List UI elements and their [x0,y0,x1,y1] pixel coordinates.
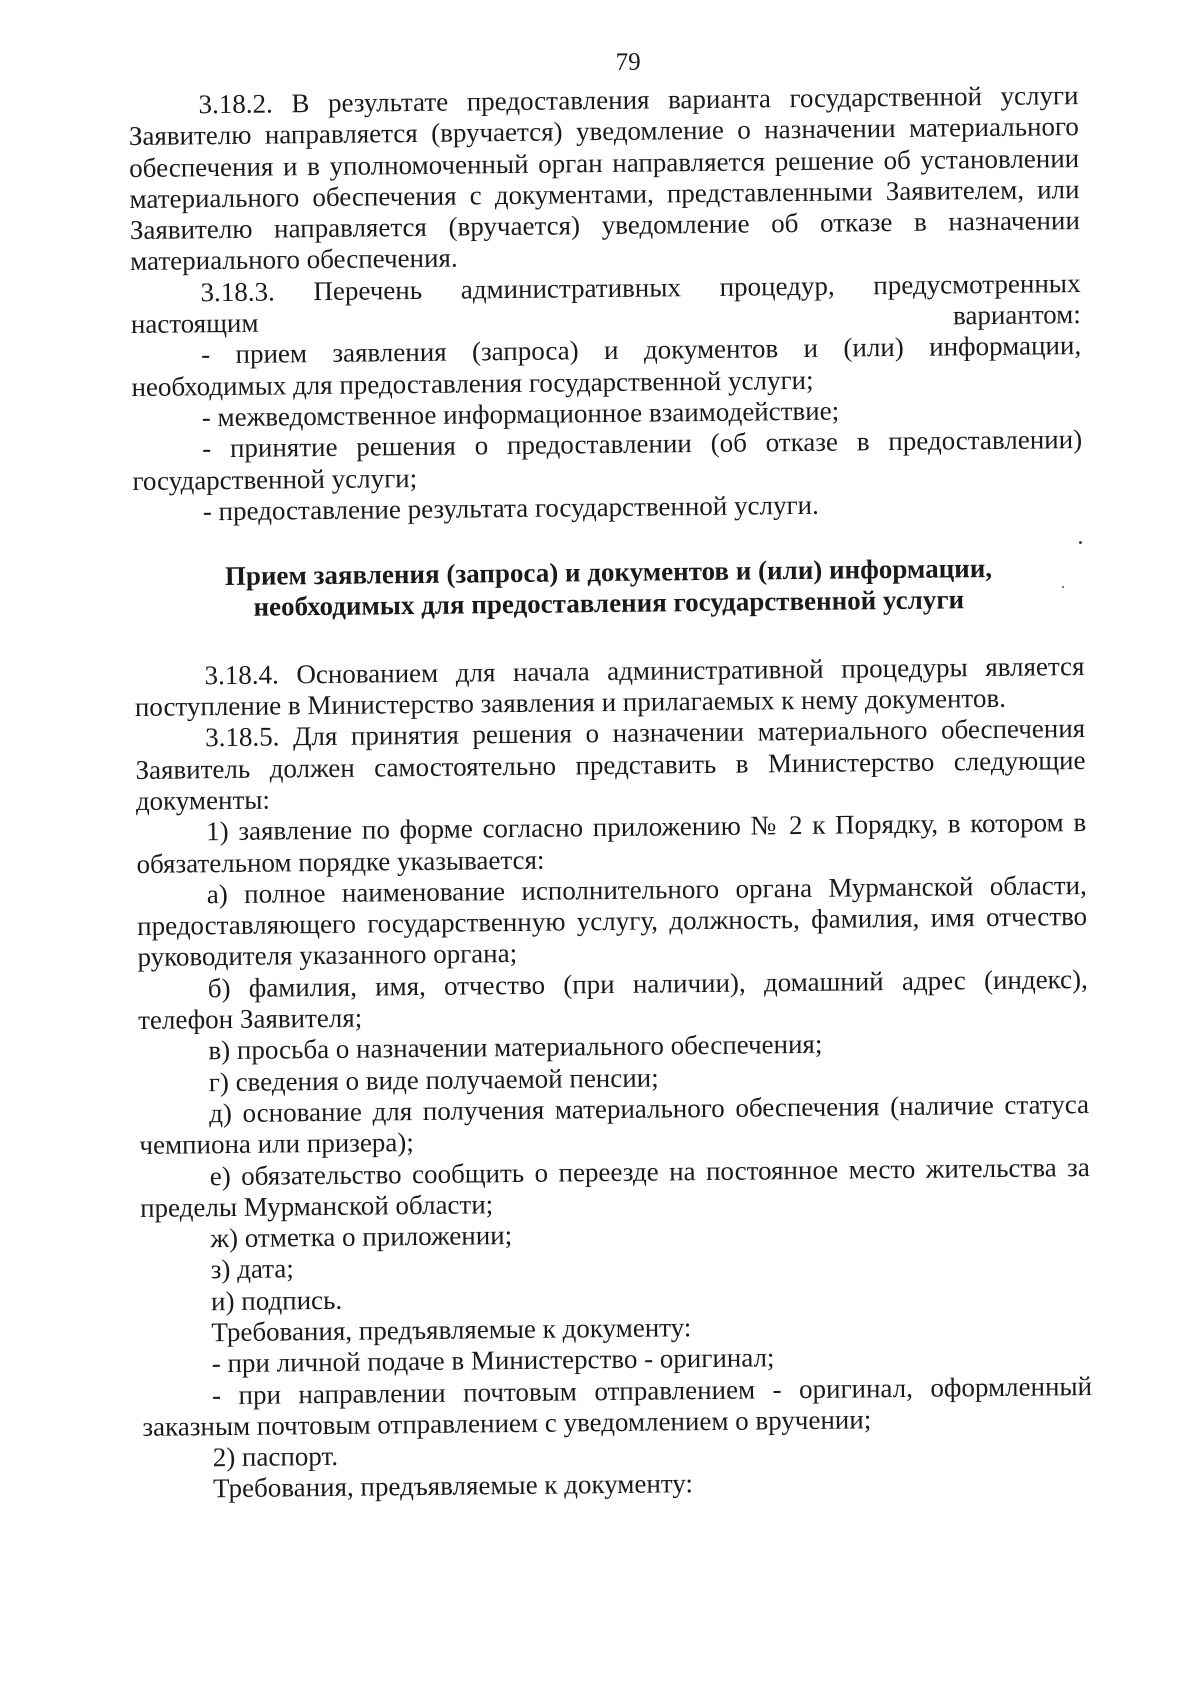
list-item-document-1: 1) заявление по форме согласно приложению № 2 к Порядку, в котором в обязательном порядке указывается: [136,807,1087,879]
list-item-procedure-4: - предоставление результата государственной услуги. [202,489,819,527]
scan-speck [1062,586,1064,588]
sub-item-g: г) сведения о виде получаемой пенсии; [208,1062,659,1097]
requirement-item-2: - при направлении почтовым отправлением - оригинал, оформленный заказным почтовым отправлением с уведомлением о вручении; [142,1370,1093,1442]
list-item-document-2: 2) паспорт. [212,1441,339,1473]
paragraph-3-18-4: 3.18.4. Основанием для начала административной процедуры является поступление в Министерство заявления и прилагаемых к нему документов. [134,650,1085,723]
sub-item-b: б) фамилия, имя, отчество (при наличии), домашний адрес (индекс), телефон Заявителя; [137,963,1088,1035]
section-heading-line-1: Прием заявления (запроса) и документов и (или) информации, [224,553,993,592]
paragraph-3-18-3: 3.18.3. Перечень административных процедур, предусмотренных настоящим вариантом: [130,267,1081,340]
sub-item-i: и) подпись. [210,1284,343,1316]
sub-item-a: а) полное наименование исполнительного органа Мурманской области, предоставляющего государственную услугу, должность, фамилия, имя отчество руководителя указанного органа; [136,869,1088,973]
sub-item-v: в) просьба о назначении материального обеспечения; [208,1029,823,1066]
list-item-procedure-3: - принятие решения о предоставлении (об отказе в предоставлении) государственной услуги; [132,424,1083,496]
paragraph-3-18-5: 3.18.5. Для принятия решения о назначении материального обеспечения Заявитель должен самостоятельно представить в Министерство следующие документы: [135,713,1086,816]
sub-item-e: е) обязательство сообщить о переезде на постоянное место жительства за пределы Мурманской области; [139,1151,1090,1223]
requirement-item-1: - при личной подаче в Министерство - оригинал; [211,1342,775,1379]
requirements-label: Требования, предъявляемые к документу: [212,1468,694,1504]
requirements-label: Требования, предъявляемые к документу: [211,1312,692,1348]
scan-speck [1079,541,1082,544]
page-content [128,42,1093,1506]
sub-item-d: д) основание для получения материального обеспечения (наличие статуса чемпиона или призера); [139,1088,1090,1161]
list-item-procedure-1: - прием заявления (запроса) и документов и (или) информации, необходимых для предоставления государственной услуги; [131,330,1082,402]
section-heading-line-2: необходимых для предоставления государственной услуги [253,584,965,623]
sub-item-z: з) дата; [210,1253,294,1285]
sub-item-zh: ж) отметка о приложении; [210,1220,513,1254]
section-heading [133,552,1084,625]
page-number: 79 [615,48,641,76]
paragraph-3-18-2: 3.18.2. В результате предоставления варианта государственной услуги Заявителю направляется (вручается) уведомление о назначении материального обеспечения и в уполномоченный орган направляется решение об установлении материального обеспечения с документами, представленными Заявителем, или Заявителю направляется (вручается) уведомление об отказе в назначении материального обеспечения. [128,80,1080,277]
list-item-procedure-2: - межведомственное информационное взаимодействие; [201,395,840,433]
